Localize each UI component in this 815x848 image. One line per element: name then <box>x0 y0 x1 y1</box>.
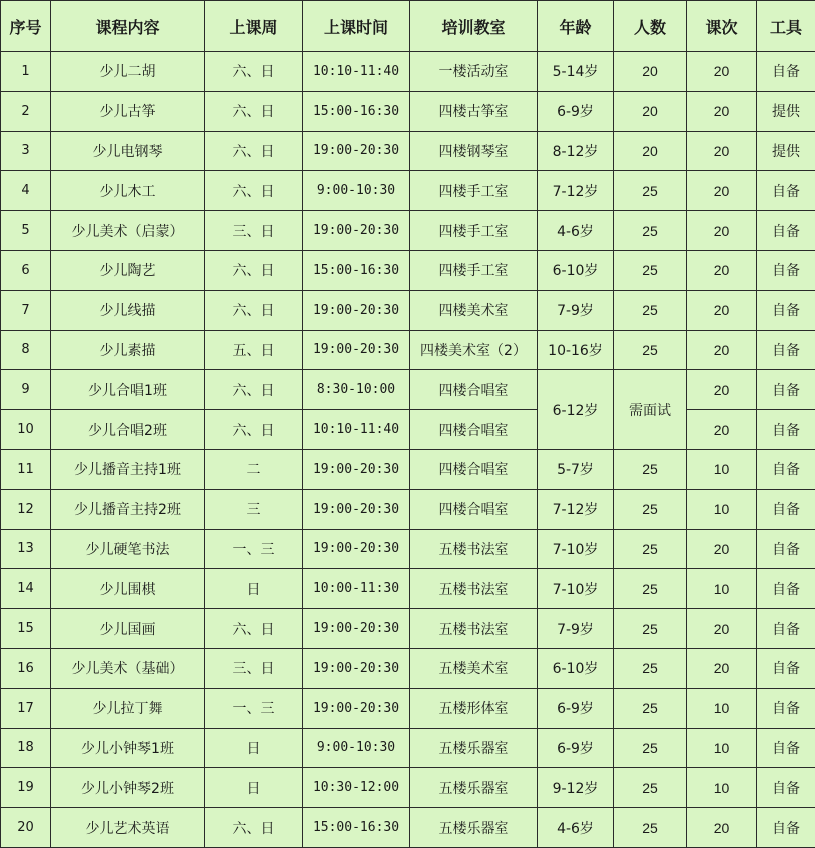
cell-age: 7-10岁 <box>538 569 614 609</box>
cell-sessions: 20 <box>687 131 757 171</box>
cell-count: 25 <box>614 489 687 529</box>
cell-age: 7-9岁 <box>538 609 614 649</box>
cell-age: 7-12岁 <box>538 489 614 529</box>
cell-count: 25 <box>614 250 687 290</box>
cell-course: 少儿合唱2班 <box>51 410 205 450</box>
table-row <box>1 91 815 131</box>
cell-index: 6 <box>1 250 51 290</box>
cell-tool: 提供 <box>757 91 815 131</box>
cell-sessions: 20 <box>687 330 757 370</box>
cell-tool: 自备 <box>757 609 815 649</box>
cell-room: 四楼手工室 <box>410 171 538 211</box>
cell-days: 六、日 <box>205 131 303 171</box>
cell-index: 17 <box>1 688 51 728</box>
cell-days: 六、日 <box>205 609 303 649</box>
cell-index: 18 <box>1 728 51 768</box>
cell-room: 四楼手工室 <box>410 250 538 290</box>
cell-tool: 自备 <box>757 330 815 370</box>
cell-sessions: 20 <box>687 290 757 330</box>
cell-course: 少儿素描 <box>51 330 205 370</box>
cell-sessions: 20 <box>687 609 757 649</box>
cell-time: 8:30-10:00 <box>303 370 410 410</box>
cell-count: 需面试 <box>614 370 687 450</box>
cell-days: 六、日 <box>205 410 303 450</box>
cell-age: 7-12岁 <box>538 171 614 211</box>
table-row <box>1 688 815 728</box>
header-days: 上课周 <box>205 1 303 52</box>
table-row <box>1 648 815 688</box>
cell-days: 六、日 <box>205 250 303 290</box>
table-row <box>1 250 815 290</box>
cell-room: 四楼合唱室 <box>410 370 538 410</box>
cell-tool: 自备 <box>757 410 815 450</box>
cell-course: 少儿围棋 <box>51 569 205 609</box>
cell-index: 3 <box>1 131 51 171</box>
cell-course: 少儿艺术英语 <box>51 808 205 848</box>
cell-days: 日 <box>205 728 303 768</box>
cell-course: 少儿美术（基础） <box>51 648 205 688</box>
table-row <box>1 211 815 251</box>
cell-room: 四楼钢琴室 <box>410 131 538 171</box>
cell-age: 9-12岁 <box>538 768 614 808</box>
cell-room: 一楼活动室 <box>410 52 538 92</box>
cell-time: 10:30-12:00 <box>303 768 410 808</box>
cell-time: 15:00-16:30 <box>303 808 410 848</box>
cell-course: 少儿小钟琴2班 <box>51 768 205 808</box>
header-room: 培训教室 <box>410 1 538 52</box>
cell-time: 9:00-10:30 <box>303 728 410 768</box>
cell-sessions: 20 <box>687 808 757 848</box>
cell-sessions: 10 <box>687 449 757 489</box>
cell-time: 19:00-20:30 <box>303 529 410 569</box>
cell-tool: 自备 <box>757 529 815 569</box>
cell-age: 5-7岁 <box>538 449 614 489</box>
cell-course: 少儿硬笔书法 <box>51 529 205 569</box>
cell-count: 20 <box>614 91 687 131</box>
cell-count: 25 <box>614 609 687 649</box>
cell-sessions: 10 <box>687 569 757 609</box>
cell-count: 25 <box>614 648 687 688</box>
cell-index: 9 <box>1 370 51 410</box>
cell-age: 6-9岁 <box>538 91 614 131</box>
cell-tool: 自备 <box>757 211 815 251</box>
cell-days: 三、日 <box>205 211 303 251</box>
cell-course: 少儿播音主持2班 <box>51 489 205 529</box>
cell-days: 五、日 <box>205 330 303 370</box>
cell-tool: 自备 <box>757 370 815 410</box>
cell-room: 五楼形体室 <box>410 688 538 728</box>
cell-course: 少儿陶艺 <box>51 250 205 290</box>
cell-index: 2 <box>1 91 51 131</box>
cell-index: 16 <box>1 648 51 688</box>
cell-course: 少儿美术（启蒙） <box>51 211 205 251</box>
cell-time: 15:00-16:30 <box>303 250 410 290</box>
cell-index: 15 <box>1 609 51 649</box>
cell-count: 25 <box>614 768 687 808</box>
cell-age: 5-14岁 <box>538 52 614 92</box>
cell-course: 少儿国画 <box>51 609 205 649</box>
cell-age: 6-10岁 <box>538 250 614 290</box>
cell-days: 日 <box>205 569 303 609</box>
header-row <box>1 1 815 52</box>
cell-count: 25 <box>614 290 687 330</box>
cell-days: 六、日 <box>205 91 303 131</box>
cell-tool: 自备 <box>757 489 815 529</box>
cell-sessions: 20 <box>687 52 757 92</box>
cell-room: 四楼古筝室 <box>410 91 538 131</box>
header-sessions: 课次 <box>687 1 757 52</box>
cell-time: 10:10-11:40 <box>303 52 410 92</box>
cell-index: 11 <box>1 449 51 489</box>
cell-sessions: 20 <box>687 648 757 688</box>
cell-tool: 自备 <box>757 808 815 848</box>
cell-tool: 自备 <box>757 449 815 489</box>
header-time: 上课时间 <box>303 1 410 52</box>
cell-days: 三 <box>205 489 303 529</box>
table-row <box>1 569 815 609</box>
cell-room: 五楼乐器室 <box>410 768 538 808</box>
cell-age: 6-10岁 <box>538 648 614 688</box>
table-row <box>1 449 815 489</box>
cell-index: 8 <box>1 330 51 370</box>
cell-room: 五楼书法室 <box>410 609 538 649</box>
cell-index: 20 <box>1 808 51 848</box>
cell-count: 25 <box>614 808 687 848</box>
cell-age: 7-9岁 <box>538 290 614 330</box>
cell-days: 六、日 <box>205 808 303 848</box>
cell-days: 二 <box>205 449 303 489</box>
cell-room: 五楼书法室 <box>410 529 538 569</box>
cell-course: 少儿古筝 <box>51 91 205 131</box>
cell-time: 19:00-20:30 <box>303 648 410 688</box>
cell-age: 4-6岁 <box>538 808 614 848</box>
cell-count: 25 <box>614 728 687 768</box>
cell-tool: 自备 <box>757 290 815 330</box>
cell-course: 少儿电钢琴 <box>51 131 205 171</box>
cell-index: 14 <box>1 569 51 609</box>
cell-tool: 自备 <box>757 728 815 768</box>
cell-days: 六、日 <box>205 52 303 92</box>
cell-room: 四楼合唱室 <box>410 489 538 529</box>
header-index: 序号 <box>1 1 51 52</box>
cell-index: 1 <box>1 52 51 92</box>
cell-course: 少儿小钟琴1班 <box>51 728 205 768</box>
cell-sessions: 20 <box>687 211 757 251</box>
cell-time: 19:00-20:30 <box>303 688 410 728</box>
cell-time: 15:00-16:30 <box>303 91 410 131</box>
cell-count: 20 <box>614 131 687 171</box>
cell-tool: 自备 <box>757 569 815 609</box>
cell-count: 20 <box>614 52 687 92</box>
table-row <box>1 330 815 370</box>
cell-count: 25 <box>614 330 687 370</box>
cell-course: 少儿线描 <box>51 290 205 330</box>
table-row <box>1 489 815 529</box>
cell-room: 四楼美术室 <box>410 290 538 330</box>
cell-index: 7 <box>1 290 51 330</box>
cell-course: 少儿播音主持1班 <box>51 449 205 489</box>
table-row <box>1 52 815 92</box>
cell-days: 六、日 <box>205 171 303 211</box>
cell-age: 6-9岁 <box>538 728 614 768</box>
cell-room: 四楼合唱室 <box>410 449 538 489</box>
cell-course: 少儿拉丁舞 <box>51 688 205 728</box>
table-row <box>1 290 815 330</box>
cell-age: 4-6岁 <box>538 211 614 251</box>
cell-count: 25 <box>614 529 687 569</box>
cell-time: 10:00-11:30 <box>303 569 410 609</box>
cell-sessions: 20 <box>687 529 757 569</box>
cell-days: 日 <box>205 768 303 808</box>
cell-course: 少儿木工 <box>51 171 205 211</box>
cell-index: 19 <box>1 768 51 808</box>
header-course: 课程内容 <box>51 1 205 52</box>
cell-course: 少儿合唱1班 <box>51 370 205 410</box>
cell-sessions: 10 <box>687 768 757 808</box>
cell-index: 10 <box>1 410 51 450</box>
cell-days: 六、日 <box>205 370 303 410</box>
table-row <box>1 728 815 768</box>
cell-sessions: 20 <box>687 370 757 410</box>
table-row <box>1 131 815 171</box>
cell-room: 四楼美术室（2） <box>410 330 538 370</box>
cell-days: 三、日 <box>205 648 303 688</box>
cell-room: 四楼手工室 <box>410 211 538 251</box>
cell-tool: 自备 <box>757 250 815 290</box>
cell-count: 25 <box>614 171 687 211</box>
cell-days: 六、日 <box>205 290 303 330</box>
cell-time: 19:00-20:30 <box>303 131 410 171</box>
cell-count: 25 <box>614 211 687 251</box>
cell-age: 7-10岁 <box>538 529 614 569</box>
cell-time: 19:00-20:30 <box>303 609 410 649</box>
cell-count: 25 <box>614 688 687 728</box>
cell-time: 19:00-20:30 <box>303 290 410 330</box>
cell-sessions: 20 <box>687 91 757 131</box>
cell-days: 一、三 <box>205 529 303 569</box>
cell-room: 五楼书法室 <box>410 569 538 609</box>
table-row <box>1 171 815 211</box>
header-age: 年龄 <box>538 1 614 52</box>
cell-sessions: 10 <box>687 489 757 529</box>
table-row <box>1 410 815 450</box>
cell-tool: 自备 <box>757 688 815 728</box>
cell-time: 10:10-11:40 <box>303 410 410 450</box>
cell-room: 五楼乐器室 <box>410 808 538 848</box>
cell-age: 6-9岁 <box>538 688 614 728</box>
cell-course: 少儿二胡 <box>51 52 205 92</box>
table-row <box>1 808 815 848</box>
cell-count: 25 <box>614 449 687 489</box>
cell-tool: 自备 <box>757 171 815 211</box>
table-row <box>1 768 815 808</box>
cell-index: 13 <box>1 529 51 569</box>
cell-room: 四楼合唱室 <box>410 410 538 450</box>
cell-time: 19:00-20:30 <box>303 211 410 251</box>
cell-index: 12 <box>1 489 51 529</box>
table-row <box>1 609 815 649</box>
cell-time: 9:00-10:30 <box>303 171 410 211</box>
cell-time: 19:00-20:30 <box>303 330 410 370</box>
cell-tool: 自备 <box>757 648 815 688</box>
cell-age: 6-12岁 <box>538 370 614 450</box>
cell-days: 一、三 <box>205 688 303 728</box>
cell-tool: 提供 <box>757 131 815 171</box>
cell-tool: 自备 <box>757 52 815 92</box>
cell-index: 4 <box>1 171 51 211</box>
cell-time: 19:00-20:30 <box>303 489 410 529</box>
cell-index: 5 <box>1 211 51 251</box>
header-count: 人数 <box>614 1 687 52</box>
cell-sessions: 20 <box>687 250 757 290</box>
cell-time: 19:00-20:30 <box>303 449 410 489</box>
cell-sessions: 20 <box>687 410 757 450</box>
cell-age: 8-12岁 <box>538 131 614 171</box>
header-tool: 工具 <box>757 1 815 52</box>
table-row <box>1 370 815 410</box>
cell-room: 五楼乐器室 <box>410 728 538 768</box>
cell-room: 五楼美术室 <box>410 648 538 688</box>
cell-count: 25 <box>614 569 687 609</box>
cell-sessions: 20 <box>687 171 757 211</box>
cell-sessions: 10 <box>687 688 757 728</box>
table-row <box>1 529 815 569</box>
cell-sessions: 10 <box>687 728 757 768</box>
cell-age: 10-16岁 <box>538 330 614 370</box>
cell-tool: 自备 <box>757 768 815 808</box>
